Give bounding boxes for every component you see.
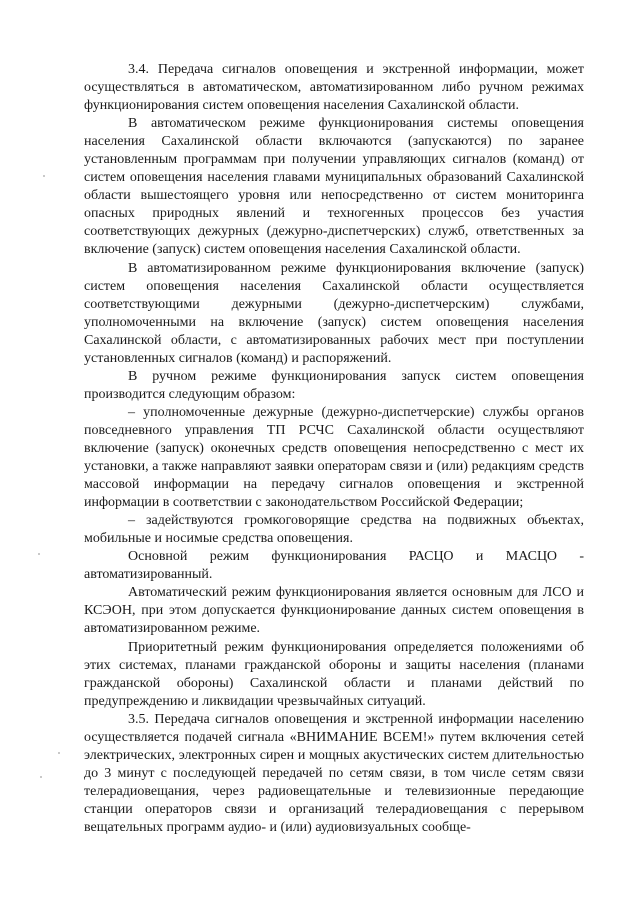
paragraph-manual-mode: В ручном режиме функционирования запуск систем оповещения производится следующим образом:: [84, 368, 584, 402]
scan-speck: [40, 776, 42, 778]
scan-speck: [38, 553, 40, 555]
paragraph-priority-mode: Приоритетный режим функционирования определяется положениями об этих системах, планами гражданской обороны и защиты населения (планами гражданской обороны) Сахалинской области и планами действий по предупреждению и ликвидации чрезвычайных ситуаций.: [84, 639, 584, 709]
list-item-loudspeakers: – задействуются громкоговорящие средства на подвижных объектах, мобильные и носимые средства оповещения.: [84, 513, 584, 547]
document-page: [84, 61, 584, 837]
paragraph-main-mode: Основной режим функционирования РАСЦО и МАСЦО - автоматизированный.: [84, 549, 584, 583]
scan-speck: [43, 175, 45, 177]
paragraph-automated-mode: В автоматизированном режиме функционирования включение (запуск) систем оповещения населения Сахалинской области осуществляется соответствующими дежурными (дежурно-диспетчерским) службами, уполномоченными на включение (запуск) систем оповещения населения Сахалинской области, с автоматизированных рабочих мест при поступлении установленных сигналов (команд) и распоряжений.: [84, 260, 584, 366]
paragraph-lso-kseon: Автоматический режим функционирования является основным для ЛСО и КСЭОН, при этом допускается функционирование данных систем оповещения в автоматизированном режиме.: [84, 585, 584, 637]
paragraph-3-5: 3.5. Передача сигналов оповещения и экстренной информации населению осуществляется подачей сигнала «ВНИМАНИЕ ВСЕМ!» путем включения сетей электрических, электронных сирен и мощных акустических систем длительностью до 3 минут с последующей передачей по сетям связи, в том числе сетям связи телерадиовещания, через радиовещательные и телевизионные передающие станции операторов связи и организаций телерадиовещания с перерывом вещательных программ аудио- и (или) аудиовизуальных сообще-: [84, 711, 584, 835]
scan-speck: [58, 752, 60, 754]
list-item-duty-services: – уполномоченные дежурные (дежурно-диспетчерские) службы органов повседневного управления ТП РСЧС Сахалинской области осуществляют включение (запуск) оконечных средств оповещения непосредственно с мест их установки, а также направляют заявки операторам связи и (или) редакциям средств массовой информации на передачу сигналов оповещения и экстренной информации в соответствии с законодательством Российской Федерации;: [84, 404, 584, 511]
paragraph-3-4: 3.4. Передача сигналов оповещения и экстренной информации, может осуществляться в автоматическом, автоматизированном либо ручном режимах функционирования систем оповещения населения Сахалинской области.: [84, 62, 584, 114]
paragraph-automatic-mode: В автоматическом режиме функционирования системы оповещения населения Сахалинской области включаются (запускаются) по заранее установленным программам при получении управляющих сигналов (команд) от систем оповещения населения главами муниципальных образований Сахалинской области вышестоящего уровня или непосредственно от систем мониторинга опасных природных явлений и техногенных процессов без участия соответствующих дежурных (дежурно-диспетчерских) служб, ответственных за включение (запуск) систем оповещения населения Сахалинской области.: [84, 116, 584, 258]
